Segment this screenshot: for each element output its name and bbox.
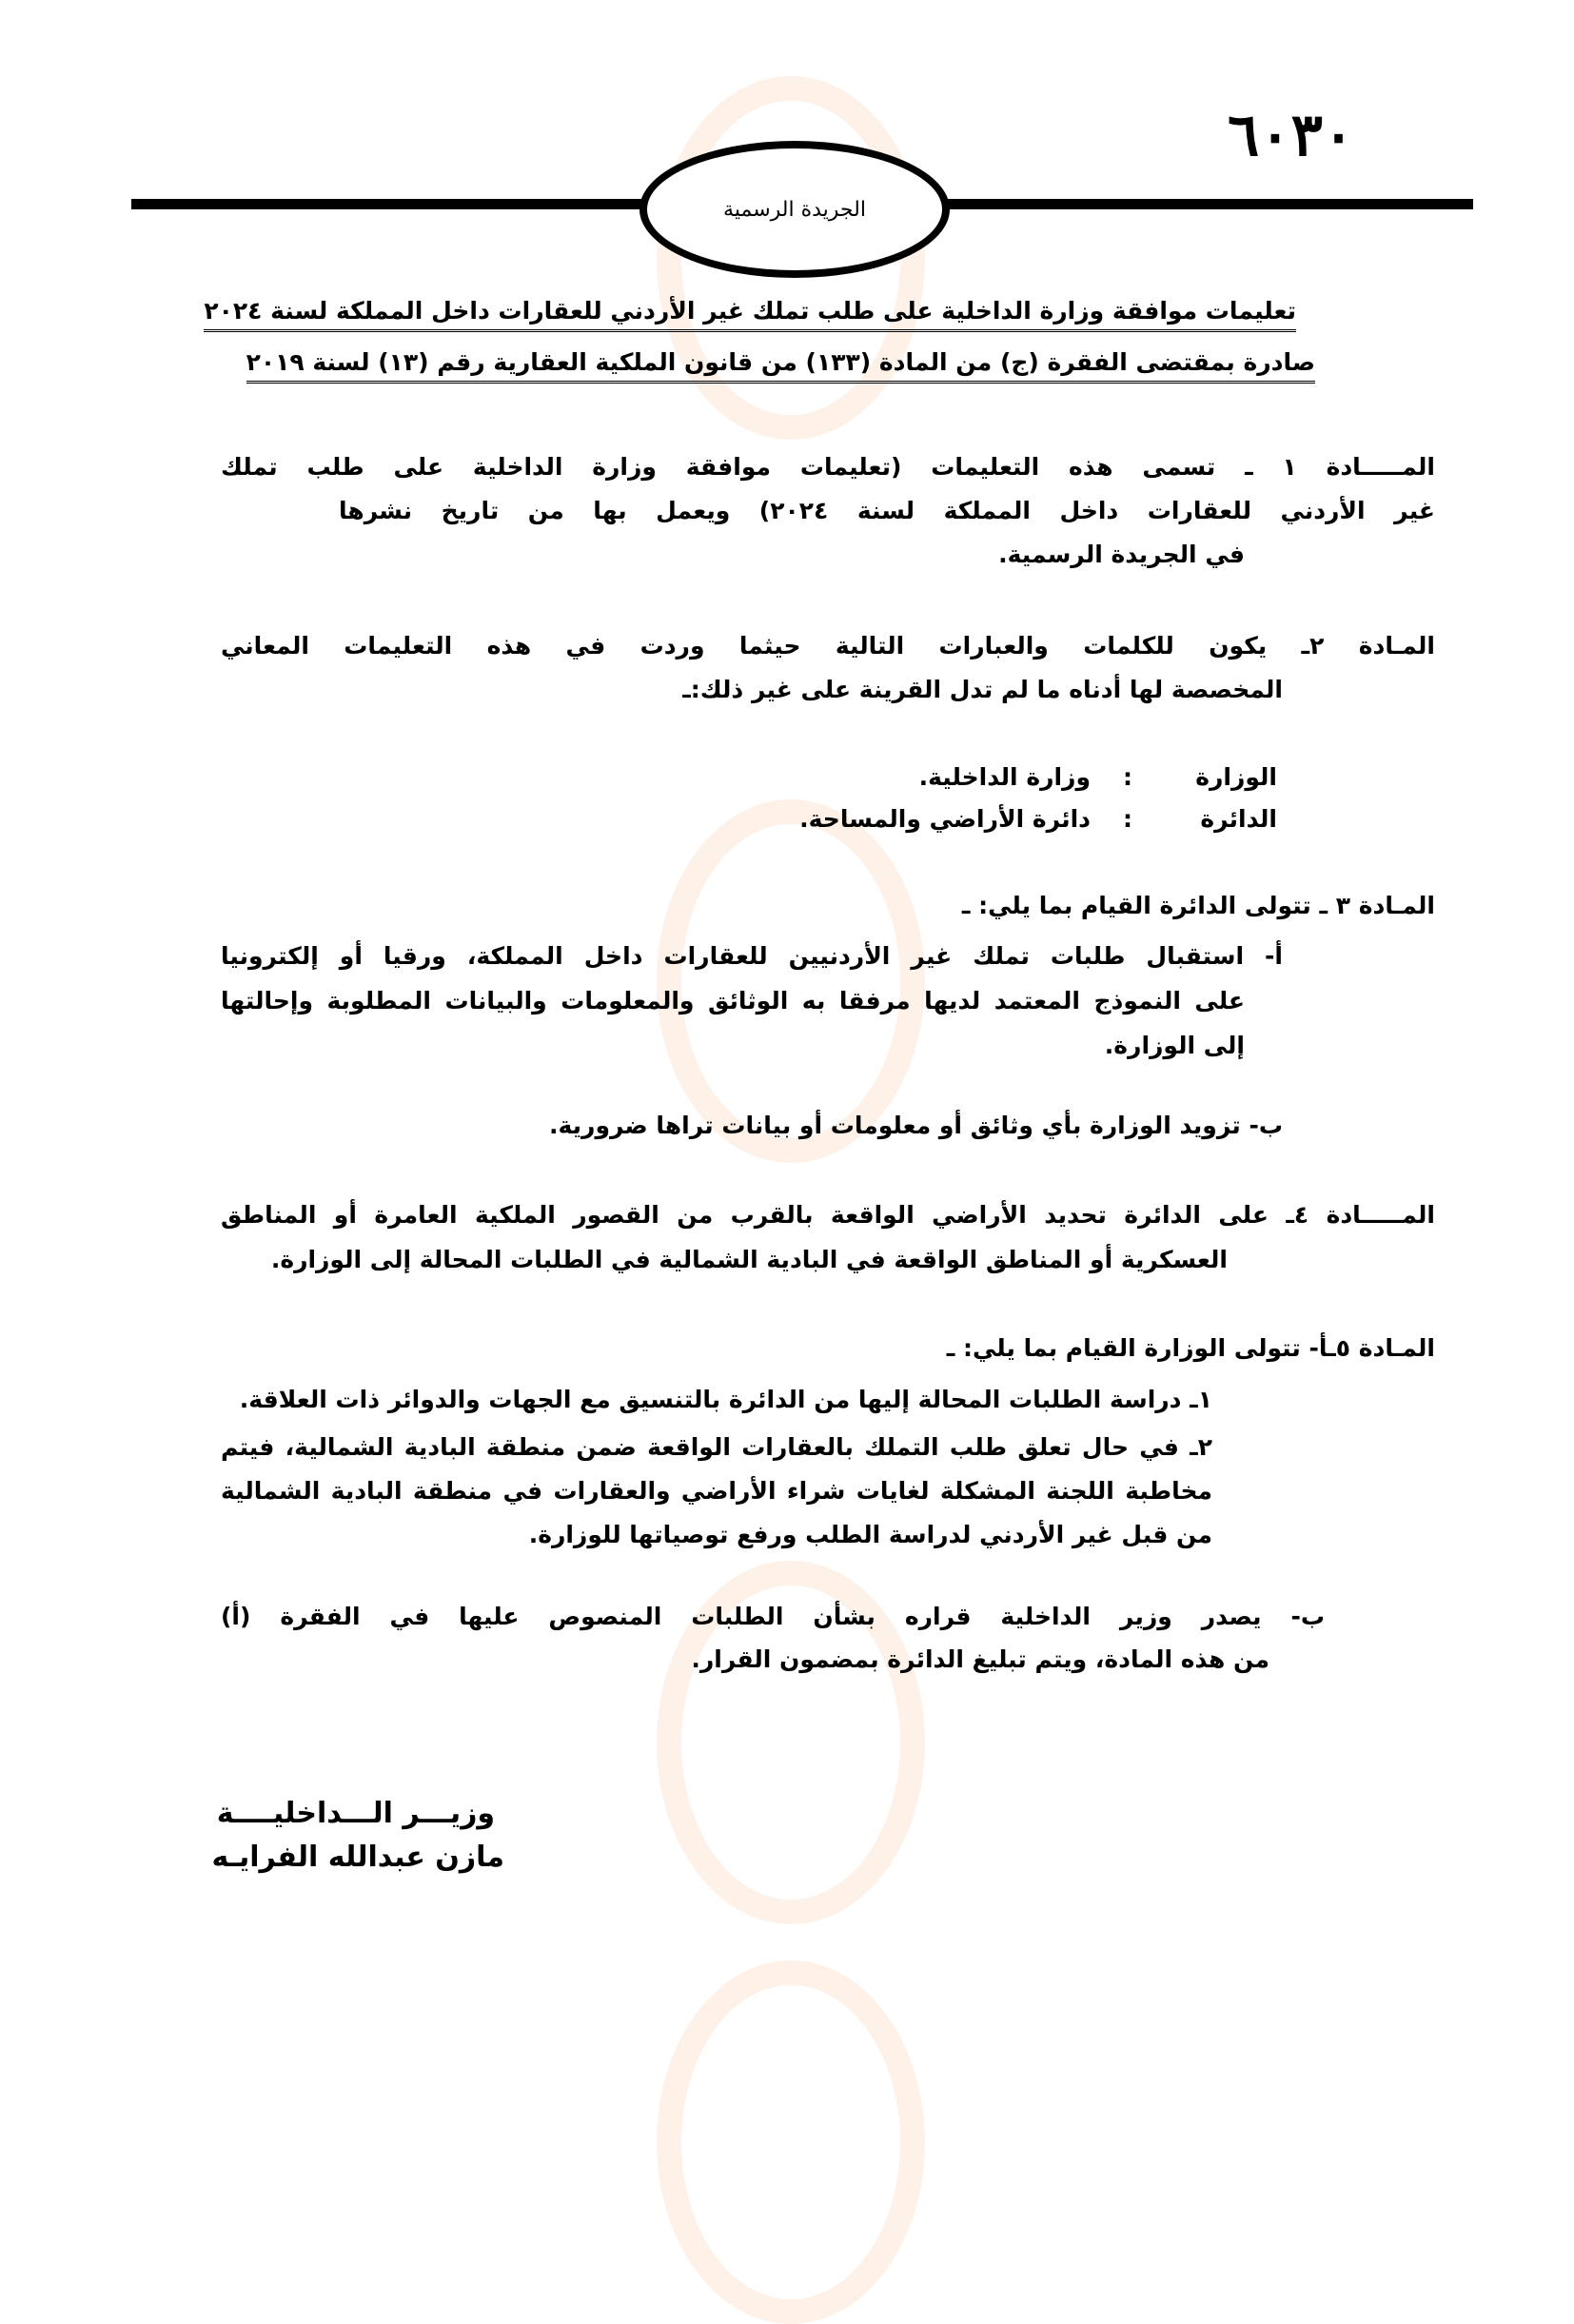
article-3-line: المـادة ٣ ـ تتولى الدائرة القيام بما يلي: ـ <box>961 892 1435 919</box>
watermark-clock-2 <box>657 799 925 1163</box>
definition-meaning: دائرة الأراضي والمساحة. <box>799 805 1091 833</box>
article-5-line: ب- يصدر وزير الداخلية قراره بشأن الطلبات المنصوص عليها في الفقرة (أ) <box>221 1603 1325 1630</box>
article-5-line: مخاطبة اللجنة المشكلة لغايات شراء الأراضي والعقارات في منطقة البادية الشمالية <box>221 1477 1212 1505</box>
article-5-line: ١ـ دراسة الطلبات المحالة إليها من الدائرة بالتنسيق مع الجهات والدوائر ذات العلاقة. <box>239 1386 1212 1413</box>
article-2-line: المخصصة لها أدناه ما لم تدل القرينة على غير ذلك:ـ <box>682 676 1283 703</box>
definition-term: الدائرة <box>1200 805 1277 833</box>
article-4-line: العسكرية أو المناطق الواقعة في البادية الشمالية في الطلبات المحالة إلى الوزارة. <box>270 1246 1228 1273</box>
article-5-line: من قبل غير الأردني لدراسة الطلب ورفع توصياتها للوزارة. <box>528 1521 1212 1548</box>
article-1-line: المـــــادة ١ ـ تسمى هذه التعليمات (تعليمات موافقة وزارة الداخلية على طلب تملك <box>221 453 1435 481</box>
article-2-line: المـادة ٢ـ يكون للكلمات والعبارات التالية حيثما وردت في هذه التعليمات المعاني <box>221 632 1435 660</box>
signature-title: وزيـــر الـــداخليــــة <box>216 1797 495 1830</box>
article-5-line: المـادة ٥ـأ- تتولى الوزارة القيام بما يلي: ـ <box>946 1334 1435 1362</box>
gazette-emblem <box>639 141 950 278</box>
definition-meaning: وزارة الداخلية. <box>918 763 1091 791</box>
gazette-name: الجريدة الرسمية <box>723 197 866 222</box>
article-3-line: إلى الوزارة. <box>1104 1032 1245 1059</box>
signature-name: مازن عبدالله الفرايـه <box>211 1841 504 1874</box>
article-3-line: أ- استقبال طلبات تملك غير الأردنيين للعقارات داخل المملكة، ورقيا أو إلكترونيا <box>221 942 1283 970</box>
document-title: تعليمات موافقة وزارة الداخلية على طلب تملك غير الأردني للعقارات داخل المملكة لسنة ٢٠٢٤ <box>204 297 1296 332</box>
definition-separator: : <box>1123 805 1132 833</box>
document-subtitle: صادرة بمقتضى الفقرة (ج) من المادة (١٣٣) من قانون الملكية العقارية رقم (١٣) لسنة ٢٠١٩ <box>246 348 1315 384</box>
article-5-line: ٢ـ في حال تعلق طلب التملك بالعقارات الواقعة ضمن منطقة البادية الشمالية، فيتم <box>221 1433 1212 1461</box>
article-1-line: في الجريدة الرسمية. <box>998 541 1245 568</box>
watermark-clock-4 <box>657 1960 925 2324</box>
article-3-line: على النموذج المعتمد لديها مرفقا به الوثائق والمعلومات والبيانات المطلوبة وإحالتها <box>221 987 1245 1014</box>
article-5-line: من هذه المادة، ويتم تبليغ الدائرة بمضمون القرار. <box>691 1645 1269 1673</box>
definition-term: الوزارة <box>1195 763 1277 791</box>
definition-separator: : <box>1123 763 1132 791</box>
article-3-line: ب- تزويد الوزارة بأي وثائق أو معلومات أو بيانات تراها ضرورية. <box>549 1112 1283 1139</box>
article-4-line: المـــــادة ٤ـ على الدائرة تحديد الأراضي الواقعة بالقرب من القصور الملكية العامرة أو المناطق <box>221 1201 1435 1229</box>
page-number: ٦٠٣٠ <box>1228 100 1355 169</box>
article-1-line: غير الأردني للعقارات داخل المملكة لسنة ٢٠٢٤) ويعمل بها من تاريخ نشرها <box>339 497 1435 524</box>
